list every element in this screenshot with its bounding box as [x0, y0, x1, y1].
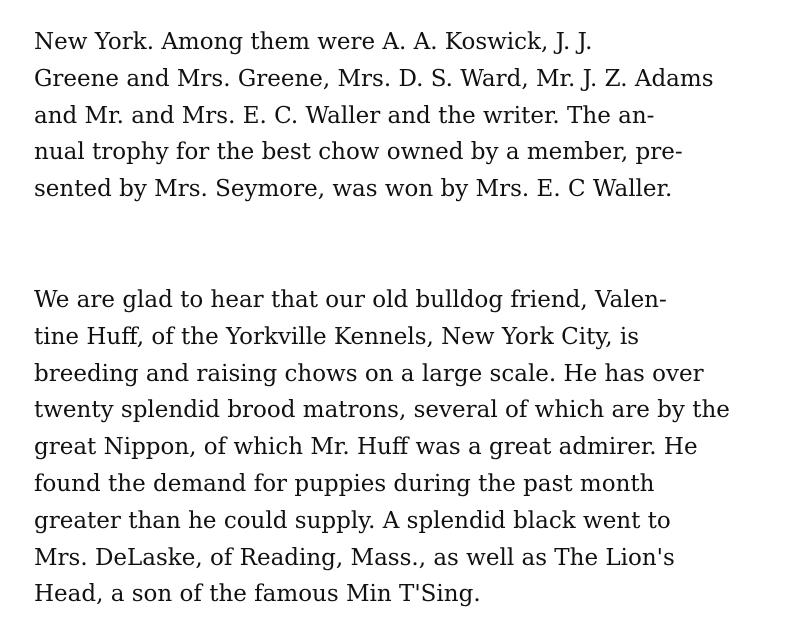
text-line: Mrs. DeLaske, of Reading, Mass., as well as The Lion's [34, 544, 675, 571]
text-line: Greene and Mrs. Greene, Mrs. D. S. Ward, Mr. J. Z. Adams [34, 65, 714, 92]
text-line: nual trophy for the best chow owned by a member, pre- [34, 139, 683, 166]
text-line: great Nippon, of which Mr. Huff was a great admirer. He [34, 434, 698, 461]
document-page [34, 24, 774, 613]
paragraph-huff-kennels [34, 282, 774, 613]
text-line: Head, a son of the famous Min T'Sing. [34, 581, 481, 608]
text-line: tine Huff, of the Yorkville Kennels, New York City, is [34, 323, 640, 350]
text-line: and Mr. and Mrs. E. C. Waller and the writer. The an- [34, 102, 655, 129]
text-line: We are glad to hear that our old bulldog friend, Valen- [34, 286, 667, 313]
paragraph-club-trophy [34, 24, 774, 208]
text-line: breeding and raising chows on a large scale. He has over [34, 360, 704, 387]
text-line: New York. Among them were A. A. Koswick, J. J. [34, 29, 593, 55]
text-line: found the demand for puppies during the past month [34, 470, 655, 497]
text-line: sented by Mrs. Seymore, was won by Mrs. E. C Waller. [34, 176, 673, 203]
text-line: greater than he could supply. A splendid black went to [34, 507, 671, 534]
text-line: twenty splendid brood matrons, several of which are by the [34, 397, 730, 424]
